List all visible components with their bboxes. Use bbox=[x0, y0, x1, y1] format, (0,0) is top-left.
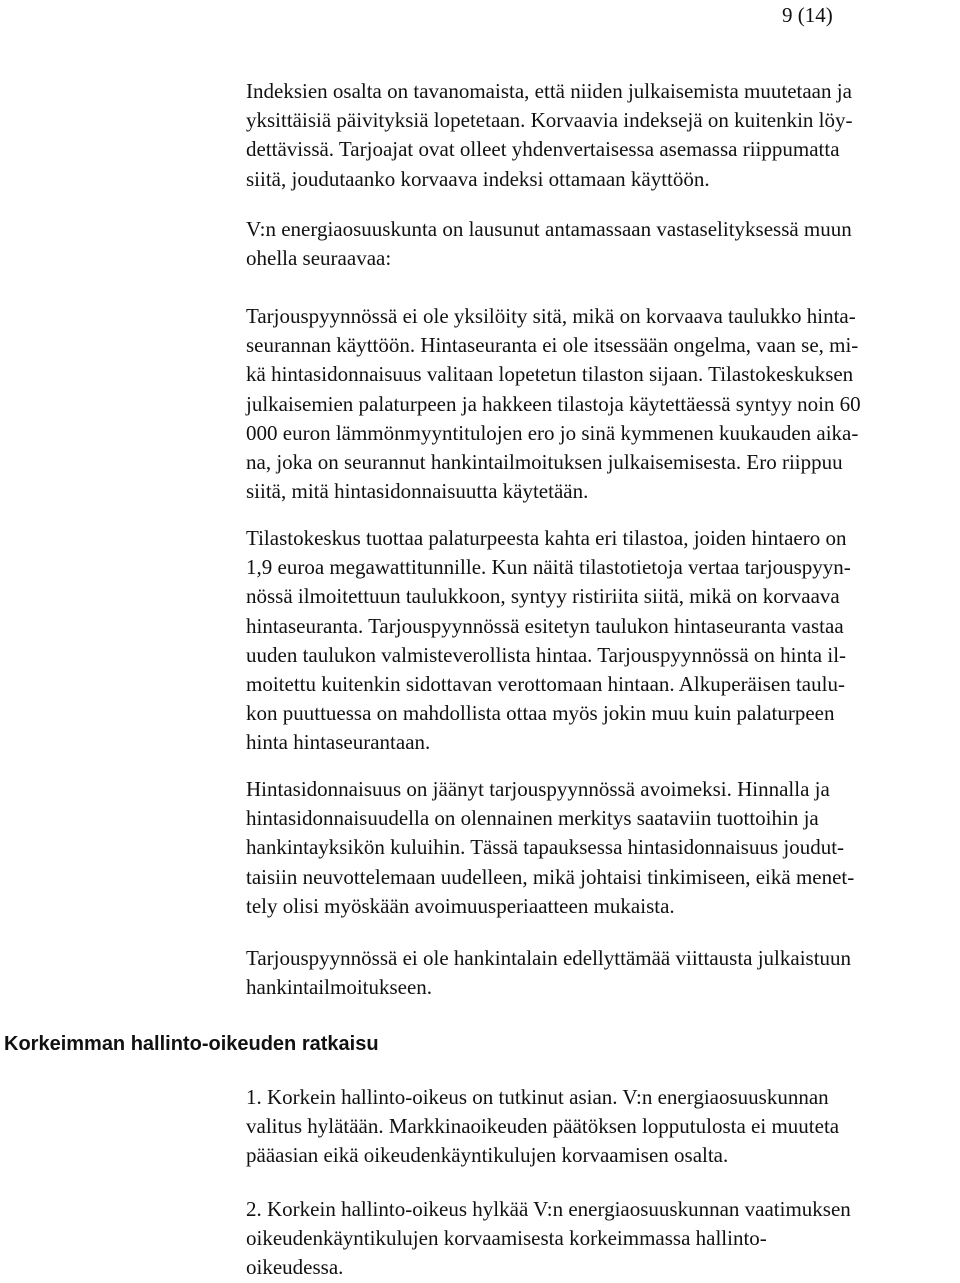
text-line: uuden taulukon valmisteverollista hintaa. Tarjouspyynnössä on hinta il- bbox=[246, 642, 847, 667]
paragraph-price-linkage bbox=[246, 775, 960, 921]
text-line: kä hintasidonnaisuus valitaan lopetetun tilaston sijaan. Tilastokeskuksen bbox=[246, 362, 854, 387]
text-line: hintasidonnaisuudella on olennainen merkitys saataviin tuottoihin ja bbox=[246, 806, 819, 831]
paragraph-indices bbox=[246, 77, 960, 194]
paragraph-contract-notice bbox=[246, 944, 960, 1002]
page-number: 9 (14) bbox=[782, 3, 833, 27]
text-line: valitus hylätään. Markkinaoikeuden päätöksen lopputulosta ei muuteta bbox=[246, 1114, 840, 1139]
text-line: taisiin neuvottelemaan uudelleen, mikä johtaisi tinkimiseen, eikä menet- bbox=[246, 864, 855, 889]
text-line: siitä, mitä hintasidonnaisuutta käytetään. bbox=[246, 479, 589, 504]
text-line: ohella seuraavaa: bbox=[246, 246, 392, 271]
text-line: Tarjouspyynnössä ei ole yksilöity sitä, mikä on korvaava taulukko hinta- bbox=[246, 304, 856, 328]
text-line: hankintailmoitukseen. bbox=[246, 975, 433, 1000]
text-line: Tilastokeskus tuottaa palaturpeesta kahta eri tilastoa, joiden hintaero on bbox=[246, 526, 847, 550]
text-line: Indeksien osalta on tavanomaista, että niiden julkaisemista muutetaan ja bbox=[246, 79, 852, 103]
ruling-item-1 bbox=[246, 1083, 960, 1171]
text-line: tely olisi myöskään avoimuusperiaatteen mukaista. bbox=[246, 893, 675, 918]
text-line: na, joka on seurannut hankintailmoituksen julkaisemisesta. Ero riippuu bbox=[246, 450, 843, 475]
text-line: oikeudessa. bbox=[246, 1255, 344, 1280]
text-line: dettävissä. Tarjoajat ovat olleet yhdenvertaisessa asemassa riippumatta bbox=[246, 137, 840, 162]
ruling-item-2 bbox=[246, 1195, 960, 1283]
text-line: pääasian eikä oikeudenkäyntikulujen korvaamisen osalta. bbox=[246, 1143, 729, 1168]
text-line: moitettu kuitenkin sidottavan verottomaan hintaan. Alkuperäisen taulu- bbox=[246, 672, 845, 697]
text-line: nössä ilmoitettuun taulukkoon, syntyy ristiriita siitä, mikä on korvaava bbox=[246, 584, 840, 609]
text-line: julkaisemien palaturpeen ja hakkeen tilastoja käytettäessä syntyy noin 60 bbox=[246, 391, 861, 416]
text-line: seurannan käyttöön. Hintaseuranta ei ole itsessään ongelma, vaan se, mi- bbox=[246, 333, 859, 358]
text-line: siitä, joudutaanko korvaava indeksi ottamaan käyttöön. bbox=[246, 166, 710, 191]
text-line: 1,9 euroa megawattitunnille. Kun näitä tilastotietoja vertaa tarjouspyyn- bbox=[246, 555, 851, 580]
paragraph-statistics bbox=[246, 524, 960, 758]
text-line: V:n energiaosuuskunta on lausunut antamassaan vastaselityksessä muun bbox=[246, 217, 852, 241]
paragraph-counter-statement-intro bbox=[246, 215, 960, 273]
section-heading: Korkeimman hallinto-oikeuden ratkaisu bbox=[4, 1033, 379, 1055]
text-line: Tarjouspyynnössä ei ole hankintalain edellyttämää viittausta julkaistuun bbox=[246, 946, 852, 970]
text-line: oikeudenkäyntikulujen korvaamisesta korkeimmassa hallinto- bbox=[246, 1226, 767, 1251]
text-line: Hintasidonnaisuus on jäänyt tarjouspyynnössä avoimeksi. Hinnalla ja bbox=[246, 777, 830, 801]
paragraph-price-tracking bbox=[246, 302, 960, 506]
text-line: hinta hintaseurantaan. bbox=[246, 730, 431, 755]
text-line: 000 euron lämmönmyyntitulojen ero jo sinä kymmenen kuukauden aika- bbox=[246, 420, 859, 445]
text-line: 2. Korkein hallinto-oikeus hylkää V:n energiaosuuskunnan vaatimuksen bbox=[246, 1197, 851, 1221]
text-line: kon puuttuessa on mahdollista ottaa myös jokin muu kuin palaturpeen bbox=[246, 701, 835, 726]
text-line: 1. Korkein hallinto-oikeus on tutkinut asian. V:n energiaosuuskunnan bbox=[246, 1085, 829, 1109]
text-line: hankintayksikön kuluihin. Tässä tapauksessa hintasidonnaisuus joudut- bbox=[246, 835, 845, 860]
text-line: hintaseuranta. Tarjouspyynnössä esitetyn taulukon hintaseuranta vastaa bbox=[246, 613, 844, 638]
text-line: yksittäisiä päivityksiä lopetetaan. Korvaavia indeksejä on kuitenkin löy- bbox=[246, 108, 853, 133]
